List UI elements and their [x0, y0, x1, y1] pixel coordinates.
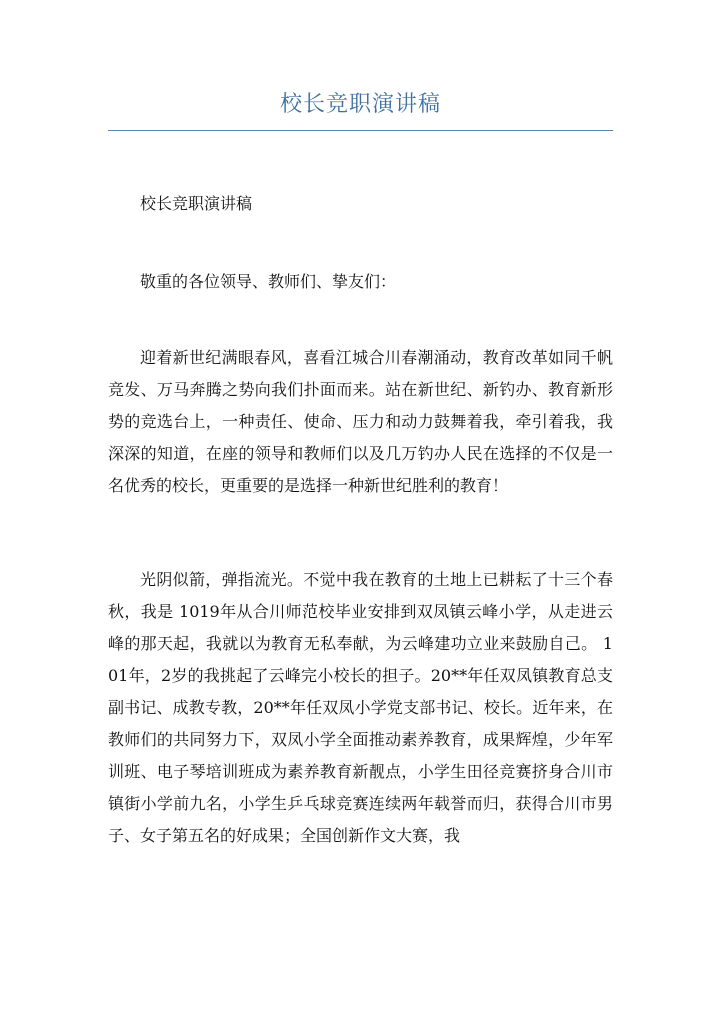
- title-divider: [108, 130, 613, 131]
- document-title: 校长竞职演讲稿: [279, 92, 441, 117]
- document-subtitle: 校长竞职演讲稿: [140, 194, 253, 213]
- greeting-line: 敬重的各位领导、教师们、挚友们：: [140, 272, 397, 291]
- body-paragraph: 光阴似箭，弹指流光。不觉中我在教育的土地上已耕耘了十三个春秋，我是 1019年从合川师范校毕业安排到双凤镇云峰小学，从走进云峰的那天起，我就以为教育无私奉献，为云峰建功立业来鼓励自己。 101年，2岁的我挑起了云峰完小校长的担子。20**年任双凤镇教育总支副书记、成教专教，20**年任双凤小学党支部书记、校长。近年来，在教师们的共同努力下，双凤小学全面推动素养教育，成果辉煌，少年军训班、电子琴培训班成为素养教育新靓点，小学生田径竞赛挤身合川市镇街小学前九名，小学生乒乓球竞赛连续两年载誉而归，获得合川市男子、女子第五名的好成果；全国创新作文大赛，我: [108, 570, 613, 845]
- body-paragraph: 迎着新世纪满眼春风，喜看江城合川春潮涌动，教育改革如同千帆竞发、万马奔腾之势向我们扑面而来。站在新世纪、新钓办、教育新形势的竞选台上，一种责任、使命、压力和动力鼓舞着我，牵引着我，我深深的知道，在座的领导和教师们以及几万钓办人民在选择的不仅是一名优秀的校长，更重要的是选择一种新世纪胜利的教育！: [108, 348, 613, 495]
